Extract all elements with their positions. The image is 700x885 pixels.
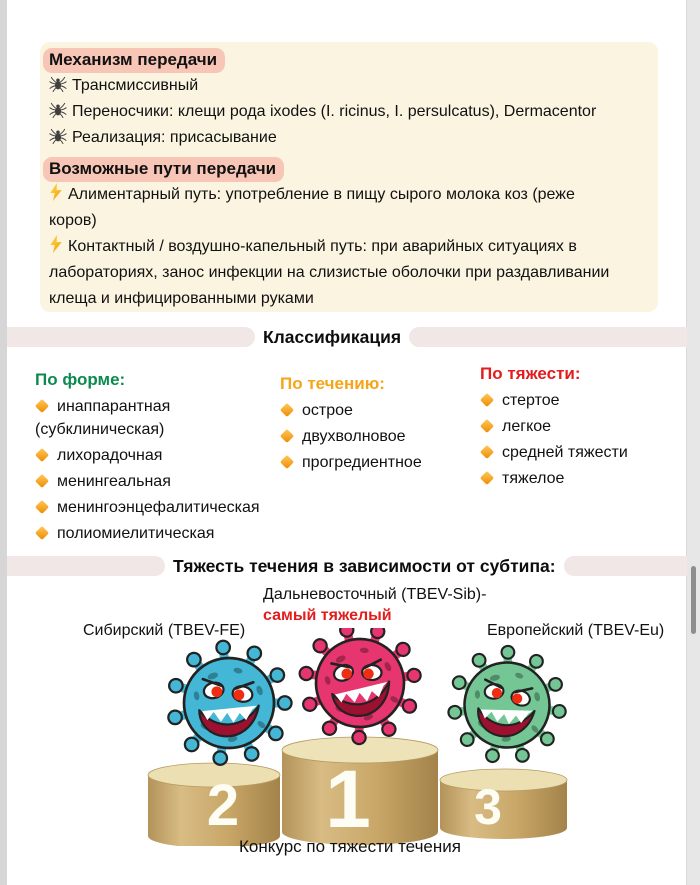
classification-column-form (35, 370, 281, 548)
list-item (35, 496, 281, 519)
heading-highlight: Возможные пути передачи (43, 157, 284, 182)
list-item-text: острое (302, 402, 353, 419)
diamond-icon (480, 419, 494, 433)
left-gutter (0, 0, 7, 885)
podium-caption: Конкурс по тяжести течения (239, 837, 461, 856)
list-item (49, 234, 649, 312)
podium-number-2: 2 (206, 773, 240, 838)
list-item-text: двухволновое (302, 428, 406, 445)
classification-band (7, 327, 687, 347)
list-item-text: Переносчики: клещи рода ixodes (I. ricinus, I. persulcatus), Dermacentor (72, 103, 597, 120)
classification-column-course (280, 374, 476, 477)
column-heading: По течению: (280, 374, 385, 393)
list-item (35, 444, 281, 467)
classification-column-severity (480, 364, 670, 493)
scrollbar-track[interactable] (686, 0, 700, 885)
list-item-text: Трансмиссивный (72, 77, 199, 94)
list-item (480, 467, 670, 490)
label-far-east (263, 584, 486, 626)
list-item (49, 182, 615, 234)
diamond-icon (280, 403, 294, 417)
severity-title: Тяжесть течения в зависимости от субтипа: (173, 555, 556, 576)
label-far-east-note: самый тяжелый (263, 607, 392, 624)
column-heading: По тяжести: (480, 364, 581, 383)
virus-siberian (168, 641, 291, 765)
list-item-text: Реализация: присасывание (72, 129, 277, 146)
list-item (35, 522, 281, 545)
list-item (35, 395, 281, 441)
heading-highlight: Механизм передачи (43, 48, 225, 73)
lightning-icon (49, 235, 63, 253)
list-item-text: полиомиелитическая (57, 525, 215, 542)
label-siberian: Сибирский (TBEV-FE) (83, 622, 246, 639)
list-item-text: менингеальная (57, 473, 171, 490)
tick-icon (49, 128, 67, 144)
diamond-icon (480, 445, 494, 459)
section-heading-mechanism (49, 48, 649, 73)
tick-icon (49, 102, 67, 118)
band-bar (7, 556, 165, 576)
band-bar (409, 327, 687, 347)
section-heading-routes (49, 157, 649, 182)
diamond-icon (480, 471, 494, 485)
list-item (35, 470, 281, 493)
list-item (49, 125, 649, 151)
lightning-icon (49, 183, 63, 201)
list-item (280, 425, 476, 448)
list-item-text: лихорадочная (57, 447, 163, 464)
label-far-east-name: Дальневосточный (TBEV-Sib)- (263, 586, 487, 603)
diamond-icon (35, 448, 49, 462)
label-european: Европейский (TBEV-Eu) (487, 622, 665, 639)
podium-number-1: 1 (325, 754, 371, 845)
list-item (49, 73, 649, 99)
diamond-icon (35, 399, 49, 413)
virus-european (443, 640, 573, 771)
diamond-icon (35, 526, 49, 540)
classification-title: Классификация (263, 326, 402, 347)
podium-number-3: 3 (474, 779, 502, 835)
list-item-text: тяжелое (502, 470, 565, 487)
diamond-icon (280, 429, 294, 443)
list-item-text: прогредиентное (302, 454, 422, 471)
scrollbar-thumb[interactable] (691, 566, 696, 634)
podium-third-place (440, 769, 567, 839)
list-item (280, 399, 476, 422)
list-item (480, 441, 670, 464)
list-item-text: Контактный / воздушно-капельный путь: при аварийных ситуациях в лабораториях, занос инфекции на слизистые оболочки при раздавливании клеща и инфицированными руками (49, 238, 610, 307)
list-item (49, 99, 649, 125)
list-item (480, 415, 670, 438)
diamond-icon (35, 500, 49, 514)
virus-far-east (293, 628, 429, 751)
list-item-text: легкое (502, 418, 552, 435)
list-item (280, 451, 476, 474)
diamond-icon (280, 455, 294, 469)
diamond-icon (35, 474, 49, 488)
list-item-text: стертое (502, 392, 560, 409)
transmission-panel (40, 42, 658, 312)
tick-icon (49, 76, 67, 92)
diamond-icon (480, 393, 494, 407)
list-item-text: Алиментарный путь: употребление в пищу сырого молока коз (реже коров) (49, 186, 575, 229)
list-item-text: инаппарантная (субклиническая) (35, 398, 171, 438)
list-item (480, 389, 670, 412)
podium-scene (140, 628, 580, 846)
band-bar (564, 556, 687, 576)
list-item-text: менингоэнцефалитическая (57, 499, 260, 516)
severity-band (7, 556, 687, 576)
column-heading: По форме: (35, 370, 126, 389)
band-bar (7, 327, 255, 347)
list-item-text: средней тяжести (502, 444, 628, 461)
